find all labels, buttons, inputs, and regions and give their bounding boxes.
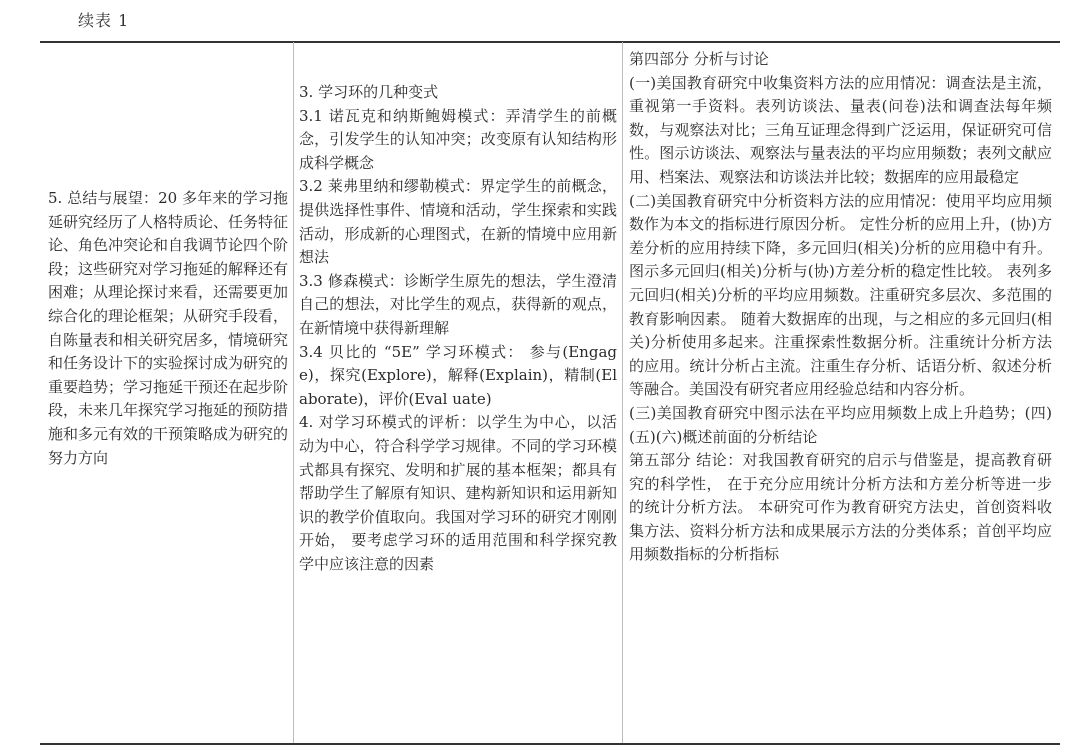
table-cell-analysis — [629, 48, 1052, 567]
cell-paragraph: 3.2 莱弗里纳和缪勒模式：界定学生的前概念，提供选择性事件、情境和活动，学生探索和实践活动，形成新的心理图式，在新的情境中应用新想法 — [299, 177, 617, 267]
table-caption: 续表 1 — [78, 11, 130, 30]
cell-paragraph: 3.1 诺瓦克和纳斯鲍姆模式：弄清学生的前概念，引发学生的认知冲突；改变原有认知结构形成科学概念 — [299, 106, 617, 172]
cell-paragraph: 第四部分 分析与讨论 — [629, 50, 769, 68]
cell-paragraph: 5. 总结与展望：20 多年来的学习拖延研究经历了人格特质论、任务特征论、角色冲突论和自我调节论四个阶段；这些研究对学习拖延的解释还有困难；从理论探讨来看，还需要更加综合化的理论框架；从研究手段看，自陈量表和相关研究居多，情境研究和任务设计下的实验探讨成为研究的重要趋势；学习拖延干预还在起步阶段，未来几年探究学习拖延的预防措施和多元有效的干预策略成为研究的努力方向 — [48, 189, 289, 467]
cell-paragraph: 第五部分 结论：对我国教育研究的启示与借鉴是，提高教育研究的科学性， 在于充分应用统计分析方法和方差分析等进一步的统计分析方法。 本研究可作为教育研究方法史，首创资料收集方法、资料分析方法和成果展示方法的分类体系；首创平均应用频数指标的分析指标 — [629, 451, 1052, 564]
column-divider-2 — [622, 42, 623, 743]
table-top-rule — [40, 41, 1060, 43]
table-cell-summary — [48, 187, 288, 470]
cell-paragraph: (三)美国教育研究中图示法在平均应用频数上成上升趋势；(四)(五)(六)概述前面的分析结论 — [629, 403, 1052, 446]
cell-paragraph: (二)美国教育研究中分析资料方法的应用情况：使用平均应用频数作为本文的指标进行原因分析。 定性分析的应用上升，(协)方差分析的应用持续下降，多元回归(相关)分析的应用稳中有升。 图示多元回归(相关)分析与(协)方差分析的稳定性比较。 表列多元回归(相关)分析的平均应用频数。注重研究多层次、多范围的教育影响因素。 随着大数据库的出现，与之相应的多元回归(相关)分析使用多起来。注重探索性数据分析。注重统计分析方法的应用。统计分析占主流。注重生存分析、话语分析、叙述分析等融合。美国没有研究者应用经验总结和内容分析。 — [629, 191, 1052, 399]
cell-paragraph: (一)美国教育研究中收集资料方法的应用情况：调查法是主流，重视第一手资料。表列访谈法、量表(问卷)法和调查法每年频数，与观察法对比；三角互证理念得到广泛运用，保证研究可信性。图示访谈法、观察法与量表法的平均应用频数；表列文献应用、档案法、观察法和访谈法并比较；数据库的应用最稳定 — [629, 73, 1052, 186]
column-divider-1 — [293, 42, 294, 743]
cell-paragraph: 4. 对学习环模式的评析：以学生为中心，以活动为中心，符合科学学习规律。不同的学习环模式都具有探究、发明和扩展的基本框架；都具有帮助学生了解原有知识、建构新知识和运用新知识的教学价值取向。我国对学习环的研究才刚刚开始， 要考虑学习环的适用范围和科学探究教学中应该注意的因素 — [299, 413, 617, 573]
cell-paragraph: 3.3 修森模式：诊断学生原先的想法，学生澄清自己的想法，对比学生的观点，获得新的观点，在新情境中获得新理解 — [299, 271, 617, 337]
cell-paragraph: 3. 学习环的几种变式 — [299, 83, 439, 101]
table-cell-learning-cycle — [299, 81, 617, 576]
cell-paragraph: 3.4 贝比的 “5E” 学习环模式： 参与(Engage)，探究(Explore)，解释(Explain)，精制(Elaborate)，评价(Eval uate) — [299, 342, 617, 408]
table-bottom-rule — [40, 743, 1060, 745]
